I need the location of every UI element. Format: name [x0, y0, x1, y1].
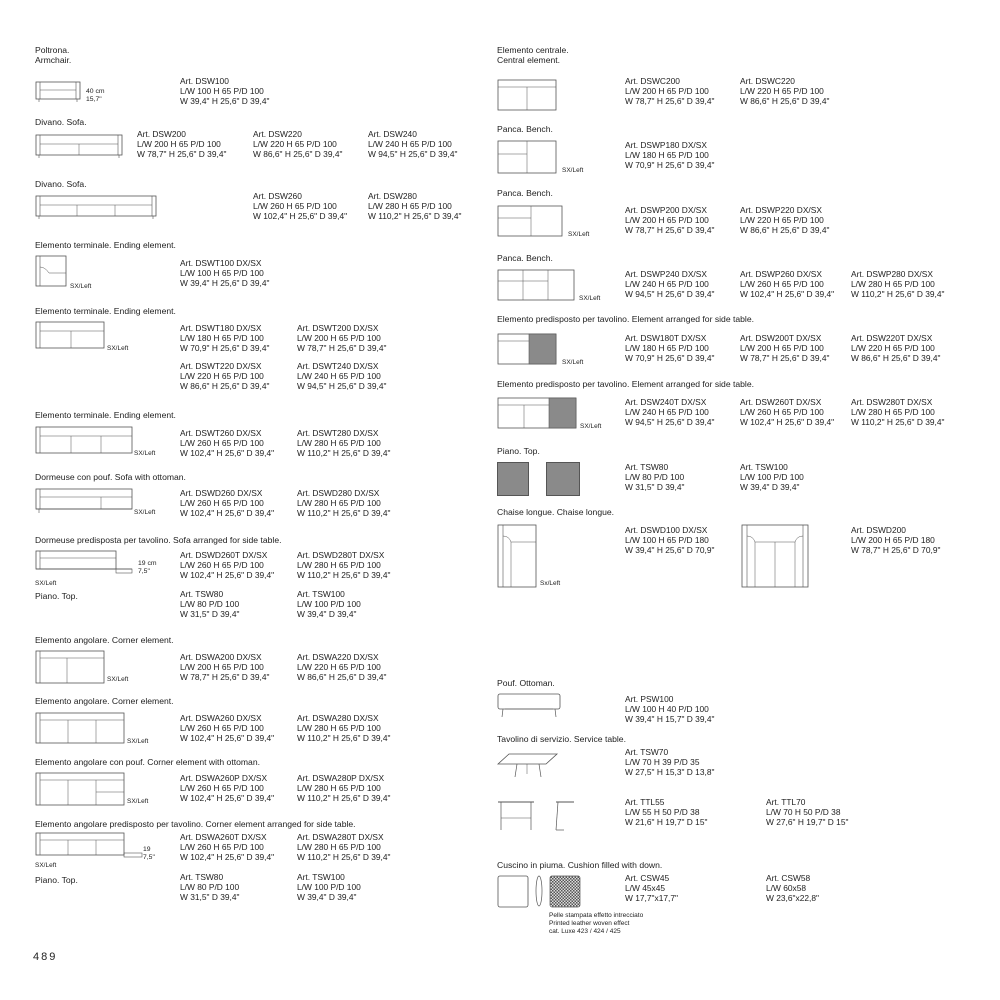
art-metric: L/W 200 H 65 P/D 100: [625, 86, 709, 97]
section-title-cushion: Cuscino in piuma. Cushion filled with down.: [497, 860, 663, 870]
art-metric: L/W 200 H 65 P/D 180: [851, 535, 935, 546]
art-imperial: W 86,6" H 25,6" D 39,4": [253, 149, 343, 160]
title-it: Poltrona.: [35, 45, 70, 55]
art-code: Art. DSWD100 DX/SX: [625, 525, 708, 535]
art-block: [625, 694, 714, 725]
note-line: Printed leather woven effect: [549, 920, 630, 927]
art-metric: L/W 260 H 65 P/D 100: [180, 438, 264, 449]
table-height: [138, 560, 157, 575]
art-imperial: W 70,9" H 25,6" D 39,4": [625, 353, 715, 364]
art-imperial: W 86,6" H 25,6" D 39,4": [740, 225, 830, 236]
art-code: Art. DSWD260T DX/SX: [180, 550, 268, 560]
bench-drawing: [497, 269, 577, 303]
art-metric: L/W 280 H 65 P/D 100: [851, 407, 935, 418]
art-imperial: W 110,2" H 25,6" D 39,4": [368, 211, 462, 222]
section-title-ending-element: Elemento terminale. Ending element.: [35, 410, 176, 420]
piano-top-label: Piano. Top.: [35, 591, 78, 601]
art-imperial: W 94,5" H 25,6" D 39,4": [625, 289, 715, 300]
art-imperial: W 110,2" H 25,6" D 39,4": [297, 733, 391, 744]
art-code: Art. CSW45: [625, 873, 670, 883]
art-metric: L/W 280 H 65 P/D 100: [297, 560, 381, 571]
art-block: [297, 361, 386, 392]
art-metric: L/W 240 H 65 P/D 100: [297, 371, 381, 382]
art-block: [180, 773, 274, 804]
title-en: Central element.: [497, 55, 561, 65]
art-block: [297, 428, 391, 459]
section-title-service-table: Tavolino di servizio. Service table.: [497, 734, 626, 744]
sx-left-label: Sx/Left: [540, 580, 561, 587]
art-metric: L/W 260 H 65 P/D 100: [180, 498, 264, 509]
service-table-drawing: [497, 750, 559, 780]
art-metric: L/W 60x58: [766, 883, 807, 894]
art-code: Art. DSW240T DX/SX: [625, 397, 707, 407]
art-code: Art. DSWD280T DX/SX: [297, 550, 385, 560]
art-imperial: W 27,5" H 15,3" D 13,8": [625, 767, 715, 778]
art-code: Art. DSWA280 DX/SX: [297, 713, 379, 723]
art-code: Art. DSWP260 DX/SX: [740, 269, 822, 279]
art-block: [625, 205, 714, 236]
art-imperial: W 102,4" H 25,6" D 39,4": [253, 211, 348, 222]
art-code: Art. DSW220T DX/SX: [851, 333, 933, 343]
art-code: Art. PSW100: [625, 694, 674, 704]
corner-element-drawing: [35, 712, 127, 746]
art-metric: L/W 200 H 65 P/D 100: [740, 343, 824, 354]
art-block: [180, 872, 239, 903]
leather-note: [549, 912, 643, 936]
note-line: Pelle stampata effetto intrecciato: [549, 912, 644, 919]
sx-left-label: SX/Left: [107, 676, 129, 683]
art-block: [851, 397, 945, 428]
art-metric: L/W 220 H 65 P/D 100: [740, 215, 824, 226]
section-title-chaise-longue: Chaise longue. Chaise longue.: [497, 507, 615, 517]
art-imperial: W 39,4" H 25,6" D 39,4": [180, 96, 270, 107]
art-block: [625, 462, 684, 493]
section-title-element-side-table: Elemento predisposto per tavolino. Element arranged for side table.: [497, 379, 755, 389]
art-block: [297, 550, 391, 581]
art-imperial: W 102,4" H 25,6" D 39,4": [180, 508, 275, 519]
section-title-bench: Panca. Bench.: [497, 188, 553, 198]
art-imperial: W 94,5" H 25,6" D 39,4": [297, 381, 387, 392]
art-imperial: W 110,2" H 25,6" D 39,4": [297, 570, 391, 581]
art-code: Art. DSW200T DX/SX: [740, 333, 822, 343]
art-metric: L/W 280 H 65 P/D 100: [297, 842, 381, 853]
art-imperial: W 102,4" H 25,6" D 39,4": [180, 733, 275, 744]
art-code: Art. DSWP200 DX/SX: [625, 205, 707, 215]
art-code: Art. DSWA200 DX/SX: [180, 652, 262, 662]
art-imperial: W 102,4" H 25,6" D 39,4": [180, 448, 275, 459]
art-imperial: W 86,6" H 25,6" D 39,4": [180, 381, 270, 392]
art-imperial: W 110,2" H 25,6" D 39,4": [297, 852, 391, 863]
art-code: Art. DSWT200 DX/SX: [297, 323, 379, 333]
art-code: Art. DSWD200: [851, 525, 906, 535]
section-title-corner-ottoman: Elemento angolare con pouf. Corner element with ottoman.: [35, 757, 260, 767]
art-imperial: W 78,7" H 25,6" D 39,4": [180, 672, 270, 683]
art-block: [740, 462, 804, 493]
art-code: Art. TSW70: [625, 747, 669, 757]
art-metric: L/W 100 H 65 P/D 100: [180, 268, 264, 279]
element-side-table-drawing: [497, 333, 559, 367]
art-metric: L/W 260 H 65 P/D 100: [740, 279, 824, 290]
art-code: Art. DSW220: [253, 129, 302, 139]
art-block: [297, 323, 386, 354]
art-block: [625, 269, 714, 300]
art-code: Art. DSW260: [253, 191, 302, 201]
section-title-ending-element: Elemento terminale. Ending element.: [35, 240, 176, 250]
art-code: Art. TSW100: [297, 872, 345, 882]
art-code: Art. DSW100: [180, 76, 229, 86]
art-metric: L/W 100 H 40 P/D 100: [625, 704, 709, 715]
art-metric: L/W 200 H 65 P/D 100: [625, 215, 709, 226]
art-code: Art. DSWA280T DX/SX: [297, 832, 384, 842]
art-imperial: W 86,6" H 25,6" D 39,4": [740, 96, 830, 107]
ending-element-drawing: [35, 255, 67, 287]
art-block: [253, 191, 347, 222]
sx-left-label: SX/Left: [562, 359, 584, 366]
art-code: Art. TSW100: [740, 462, 788, 472]
art-code: Art. TSW80: [180, 872, 224, 882]
art-block: [180, 428, 274, 459]
art-metric: L/W 180 H 65 P/D 100: [180, 333, 264, 344]
art-imperial: W 94,5" H 25,6" D 39,4": [368, 149, 458, 160]
side-table-side-drawing: [550, 800, 576, 832]
art-code: Art. DSW240: [368, 129, 417, 139]
art-metric: L/W 240 H 65 P/D 100: [625, 407, 709, 418]
art-block: [625, 397, 714, 428]
art-block: [740, 397, 834, 428]
art-block: [740, 269, 834, 300]
art-block: [625, 76, 714, 107]
ending-element-drawing: [35, 426, 135, 456]
art-metric: L/W 280 H 65 P/D 100: [851, 279, 935, 290]
art-imperial: W 21,6" H 19,7" D 15": [625, 817, 708, 828]
art-metric: L/W 55 H 50 P/D 38: [625, 807, 700, 818]
art-metric: L/W 260 H 65 P/D 100: [180, 560, 264, 571]
art-code: Art. DSWD280 DX/SX: [297, 488, 380, 498]
art-block: [253, 129, 342, 160]
art-code: Art. DSWP280 DX/SX: [851, 269, 933, 279]
piano-top-label: Piano. Top.: [35, 875, 78, 885]
art-imperial: W 31,5" D 39,4": [180, 892, 240, 903]
note-line: cat. Luxe 423 / 424 / 425: [549, 928, 621, 935]
sx-left-label: SX/Left: [107, 345, 129, 352]
art-metric: L/W 80 P/D 100: [180, 599, 240, 610]
art-imperial: W 31,5" D 39,4": [625, 482, 685, 493]
section-title-armchair: [35, 45, 71, 65]
art-imperial: W 39,4" H 25,6" D 70,9": [625, 545, 715, 556]
sx-left-label: SX/Left: [562, 167, 584, 174]
art-metric: L/W 280 H 65 P/D 100: [297, 438, 381, 449]
art-imperial: W 110,2" H 25,6" D 39,4": [297, 448, 391, 459]
art-block: [625, 140, 714, 171]
art-imperial: W 78,7" H 25,6" D 39,4": [137, 149, 227, 160]
art-metric: L/W 80 P/D 100: [180, 882, 240, 893]
art-imperial: W 102,4" H 25,6" D 39,4": [740, 289, 835, 300]
dim-in: 7,5": [143, 853, 155, 861]
art-metric: L/W 280 H 65 P/D 100: [297, 783, 381, 794]
art-metric: L/W 100 P/D 100: [297, 599, 361, 610]
corner-ottoman-drawing: [35, 772, 127, 808]
art-metric: L/W 280 H 65 P/D 100: [297, 723, 381, 734]
woven-leather-swatch: [549, 875, 581, 909]
art-code: Art. TSW80: [180, 589, 224, 599]
cushion-side-drawing: [534, 875, 546, 909]
art-imperial: W 39,4" H 25,6" D 39,4": [180, 278, 270, 289]
art-block: [180, 652, 269, 683]
dormeuse-drawing: [35, 488, 135, 520]
dim-cm: 40 cm: [86, 88, 105, 95]
side-table-front-drawing: [497, 800, 535, 832]
ending-element-drawing: [35, 321, 107, 351]
art-block: [368, 191, 462, 222]
art-code: Art. TSW100: [297, 589, 345, 599]
art-block: [297, 832, 391, 863]
section-title-corner-element: Elemento angolare. Corner element.: [35, 635, 174, 645]
top-80-swatch: [497, 462, 529, 496]
art-block: [851, 333, 940, 364]
sofa-drawing: [35, 193, 160, 223]
art-code: Art. DSWT180 DX/SX: [180, 323, 262, 333]
art-metric: L/W 180 H 65 P/D 100: [625, 343, 709, 354]
art-metric: L/W 220 H 65 P/D 100: [740, 86, 824, 97]
art-block: [625, 525, 714, 556]
element-side-table-drawing: [497, 397, 579, 431]
corner-table-drawing: [35, 832, 143, 862]
section-title-dormeuse: Dormeuse con pouf. Sofa with ottoman.: [35, 472, 186, 482]
sx-left-label: SX/Left: [127, 798, 149, 805]
dim-in: 7,5": [138, 567, 150, 575]
sx-left-label: SX/Left: [568, 231, 590, 238]
art-metric: L/W 240 H 65 P/D 100: [625, 279, 709, 290]
chaise-longue-double-drawing: [741, 524, 811, 590]
art-block: [180, 323, 269, 354]
section-title-corner-table: Elemento angolare predisposto per tavolino. Corner element arranged for side table.: [35, 819, 356, 829]
art-imperial: W 39,4" D 39,4": [740, 482, 800, 493]
art-metric: L/W 200 H 65 P/D 100: [137, 139, 221, 150]
art-code: Art. DSWT240 DX/SX: [297, 361, 379, 371]
cushion-drawing: [497, 875, 529, 909]
art-code: Art. DSWT280 DX/SX: [297, 428, 379, 438]
art-imperial: W 94,5" H 25,6" D 39,4": [625, 417, 715, 428]
section-title-sofa: Divano. Sofa.: [35, 179, 87, 189]
art-imperial: W 39,4" D 39,4": [297, 892, 357, 903]
art-metric: L/W 260 H 65 P/D 100: [180, 723, 264, 734]
art-code: Art. DSW180T DX/SX: [625, 333, 707, 343]
art-code: Art. DSWP240 DX/SX: [625, 269, 707, 279]
ottoman-drawing: [497, 693, 563, 721]
art-block: [180, 361, 269, 392]
art-imperial: W 78,7" H 25,6" D 39,4": [625, 96, 715, 107]
art-code: Art. DSWP220 DX/SX: [740, 205, 822, 215]
art-metric: L/W 220 H 65 P/D 100: [253, 139, 337, 150]
page-number: 489: [33, 951, 58, 963]
art-imperial: W 110,2" H 25,6" D 39,4": [851, 289, 945, 300]
art-block: [297, 872, 361, 903]
art-block: [625, 333, 714, 364]
art-code: Art. DSWT220 DX/SX: [180, 361, 262, 371]
art-block: [766, 797, 848, 828]
section-title-element-side-table: Elemento predisposto per tavolino. Element arranged for side table.: [497, 314, 755, 324]
art-block: [180, 832, 274, 863]
art-metric: L/W 200 H 65 P/D 100: [180, 662, 264, 673]
section-title-sofa: Divano. Sofa.: [35, 117, 87, 127]
art-code: Art. CSW58: [766, 873, 811, 883]
sx-left-label: SX/Left: [127, 738, 149, 745]
dim-cm: 19 cm: [138, 560, 157, 567]
armchair-drawing: [35, 78, 85, 104]
art-block: [368, 129, 457, 160]
art-imperial: W 86,6" H 25,6" D 39,4": [297, 672, 387, 683]
art-imperial: W 102,4" H 25,6" D 39,4": [180, 852, 275, 863]
title-en: Armchair.: [35, 55, 72, 65]
art-block: [851, 269, 945, 300]
section-title-bench: Panca. Bench.: [497, 124, 553, 134]
art-code: Art. DSWA260 DX/SX: [180, 713, 262, 723]
art-block: [297, 773, 391, 804]
art-imperial: W 78,7" H 25,6" D 39,4": [625, 225, 715, 236]
art-code: Art. DSW280: [368, 191, 417, 201]
dormeuse-table-drawing: [35, 550, 135, 580]
art-block: [625, 797, 707, 828]
art-metric: L/W 70 H 39 P/D 35: [625, 757, 700, 768]
section-title-corner-element: Elemento angolare. Corner element.: [35, 696, 174, 706]
art-block: [625, 747, 714, 778]
sx-left-label: SX/Left: [134, 450, 156, 457]
bench-drawing: [497, 140, 559, 176]
art-imperial: W 86,6" H 25,6" D 39,4": [851, 353, 941, 364]
art-code: Art. DSWA220 DX/SX: [297, 652, 379, 662]
sx-left-label: SX/Left: [35, 862, 57, 869]
table-height: [143, 846, 155, 861]
art-imperial: W 78,7" H 25,6" D 39,4": [297, 343, 387, 354]
sx-left-label: SX/Left: [35, 580, 57, 587]
bench-drawing: [497, 205, 565, 239]
art-code: Art. DSWA260P DX/SX: [180, 773, 268, 783]
art-block: [740, 76, 829, 107]
art-code: Art. DSWA280P DX/SX: [297, 773, 385, 783]
art-metric: L/W 80 P/D 100: [625, 472, 685, 483]
art-imperial: W 102,4" H 25,6" D 39,4": [180, 570, 275, 581]
art-imperial: W 70,9" H 25,6" D 39,4": [180, 343, 270, 354]
art-code: Art. DSW260T DX/SX: [740, 397, 822, 407]
art-block: [180, 589, 239, 620]
art-code: Art. DSWC220: [740, 76, 795, 86]
art-block: [180, 488, 274, 519]
section-title-bench: Panca. Bench.: [497, 253, 553, 263]
art-code: Art. DSWD260 DX/SX: [180, 488, 263, 498]
sx-left-label: SX/Left: [580, 423, 602, 430]
section-title-central-element: [497, 45, 569, 65]
art-imperial: W 39,4" D 39,4": [297, 609, 357, 620]
art-code: Art. DSWT260 DX/SX: [180, 428, 262, 438]
art-block: [740, 333, 829, 364]
sx-left-label: SX/Left: [579, 295, 601, 302]
art-block: [180, 258, 269, 289]
art-imperial: W 110,2" H 25,6" D 39,4": [297, 793, 391, 804]
art-block: [297, 652, 386, 683]
art-metric: L/W 100 P/D 100: [297, 882, 361, 893]
art-block: [297, 589, 361, 620]
armchair-height: [86, 88, 105, 103]
dim-in: 15,7": [86, 95, 102, 103]
art-metric: L/W 260 H 65 P/D 100: [180, 783, 264, 794]
art-code: Art. DSW280T DX/SX: [851, 397, 933, 407]
art-code: Art. TTL55: [625, 797, 665, 807]
art-metric: L/W 260 H 65 P/D 100: [180, 842, 264, 853]
art-metric: L/W 280 H 65 P/D 100: [368, 201, 452, 212]
art-metric: L/W 240 H 65 P/D 100: [368, 139, 452, 150]
art-metric: L/W 70 H 50 P/D 38: [766, 807, 841, 818]
art-code: Art. DSWA260T DX/SX: [180, 832, 267, 842]
sx-left-label: SX/Left: [70, 283, 92, 290]
art-block: [766, 873, 819, 904]
art-imperial: W 17,7"x17,7": [625, 893, 678, 904]
art-code: Art. TSW80: [625, 462, 669, 472]
art-code: Art. DSWC200: [625, 76, 680, 86]
art-imperial: W 39,4" H 15,7" D 39,4": [625, 714, 715, 725]
art-imperial: W 23,6"x22,8": [766, 893, 819, 904]
art-block: [180, 76, 269, 107]
sofa-drawing: [35, 132, 125, 162]
art-imperial: W 102,4" H 25,6" D 39,4": [740, 417, 835, 428]
art-imperial: W 31,5" D 39,4": [180, 609, 240, 620]
corner-element-drawing: [35, 650, 107, 686]
art-metric: L/W 260 H 65 P/D 100: [740, 407, 824, 418]
art-metric: L/W 100 H 65 P/D 180: [625, 535, 709, 546]
dim-cm: 19: [143, 846, 151, 853]
art-imperial: W 78,7" H 25,6" D 70,9": [851, 545, 941, 556]
section-title-dormeuse-table: Dormeuse predisposta per tavolino. Sofa arranged for side table.: [35, 535, 282, 545]
art-metric: L/W 220 H 65 P/D 100: [851, 343, 935, 354]
art-imperial: W 110,2" H 25,6" D 39,4": [851, 417, 945, 428]
art-code: Art. DSWP180 DX/SX: [625, 140, 707, 150]
art-imperial: W 78,7" H 25,6" D 39,4": [740, 353, 830, 364]
art-metric: L/W 220 H 65 P/D 100: [297, 662, 381, 673]
art-block: [851, 525, 940, 556]
art-block: [740, 205, 829, 236]
art-metric: L/W 100 H 65 P/D 100: [180, 86, 264, 97]
art-block: [180, 550, 274, 581]
chaise-longue-drawing: [497, 524, 539, 590]
art-imperial: W 27,6" H 19,7" D 15": [766, 817, 849, 828]
art-block: [297, 713, 391, 744]
section-title-ending-element: Elemento terminale. Ending element.: [35, 306, 176, 316]
art-metric: L/W 280 H 65 P/D 100: [297, 498, 381, 509]
art-block: [297, 488, 391, 519]
art-block: [137, 129, 226, 160]
art-metric: L/W 100 P/D 100: [740, 472, 804, 483]
art-imperial: W 102,4" H 25,6" D 39,4": [180, 793, 275, 804]
section-title-top: Piano. Top.: [497, 446, 540, 456]
art-imperial: W 70,9" H 25,6" D 39,4": [625, 160, 715, 171]
title-it: Elemento centrale.: [497, 45, 569, 55]
art-metric: L/W 180 H 65 P/D 100: [625, 150, 709, 161]
art-metric: L/W 220 H 65 P/D 100: [180, 371, 264, 382]
art-imperial: W 110,2" H 25,6" D 39,4": [297, 508, 391, 519]
section-title-ottoman: Pouf. Ottoman.: [497, 678, 555, 688]
top-100-swatch: [546, 462, 580, 496]
art-code: Art. TTL70: [766, 797, 806, 807]
art-metric: L/W 45x45: [625, 883, 666, 894]
sx-left-label: SX/Left: [134, 509, 156, 516]
art-block: [625, 873, 678, 904]
art-code: Art. DSWT100 DX/SX: [180, 258, 262, 268]
art-code: Art. DSW200: [137, 129, 186, 139]
art-metric: L/W 260 H 65 P/D 100: [253, 201, 337, 212]
central-element-drawing: [497, 79, 559, 113]
art-block: [180, 713, 274, 744]
art-metric: L/W 200 H 65 P/D 100: [297, 333, 381, 344]
